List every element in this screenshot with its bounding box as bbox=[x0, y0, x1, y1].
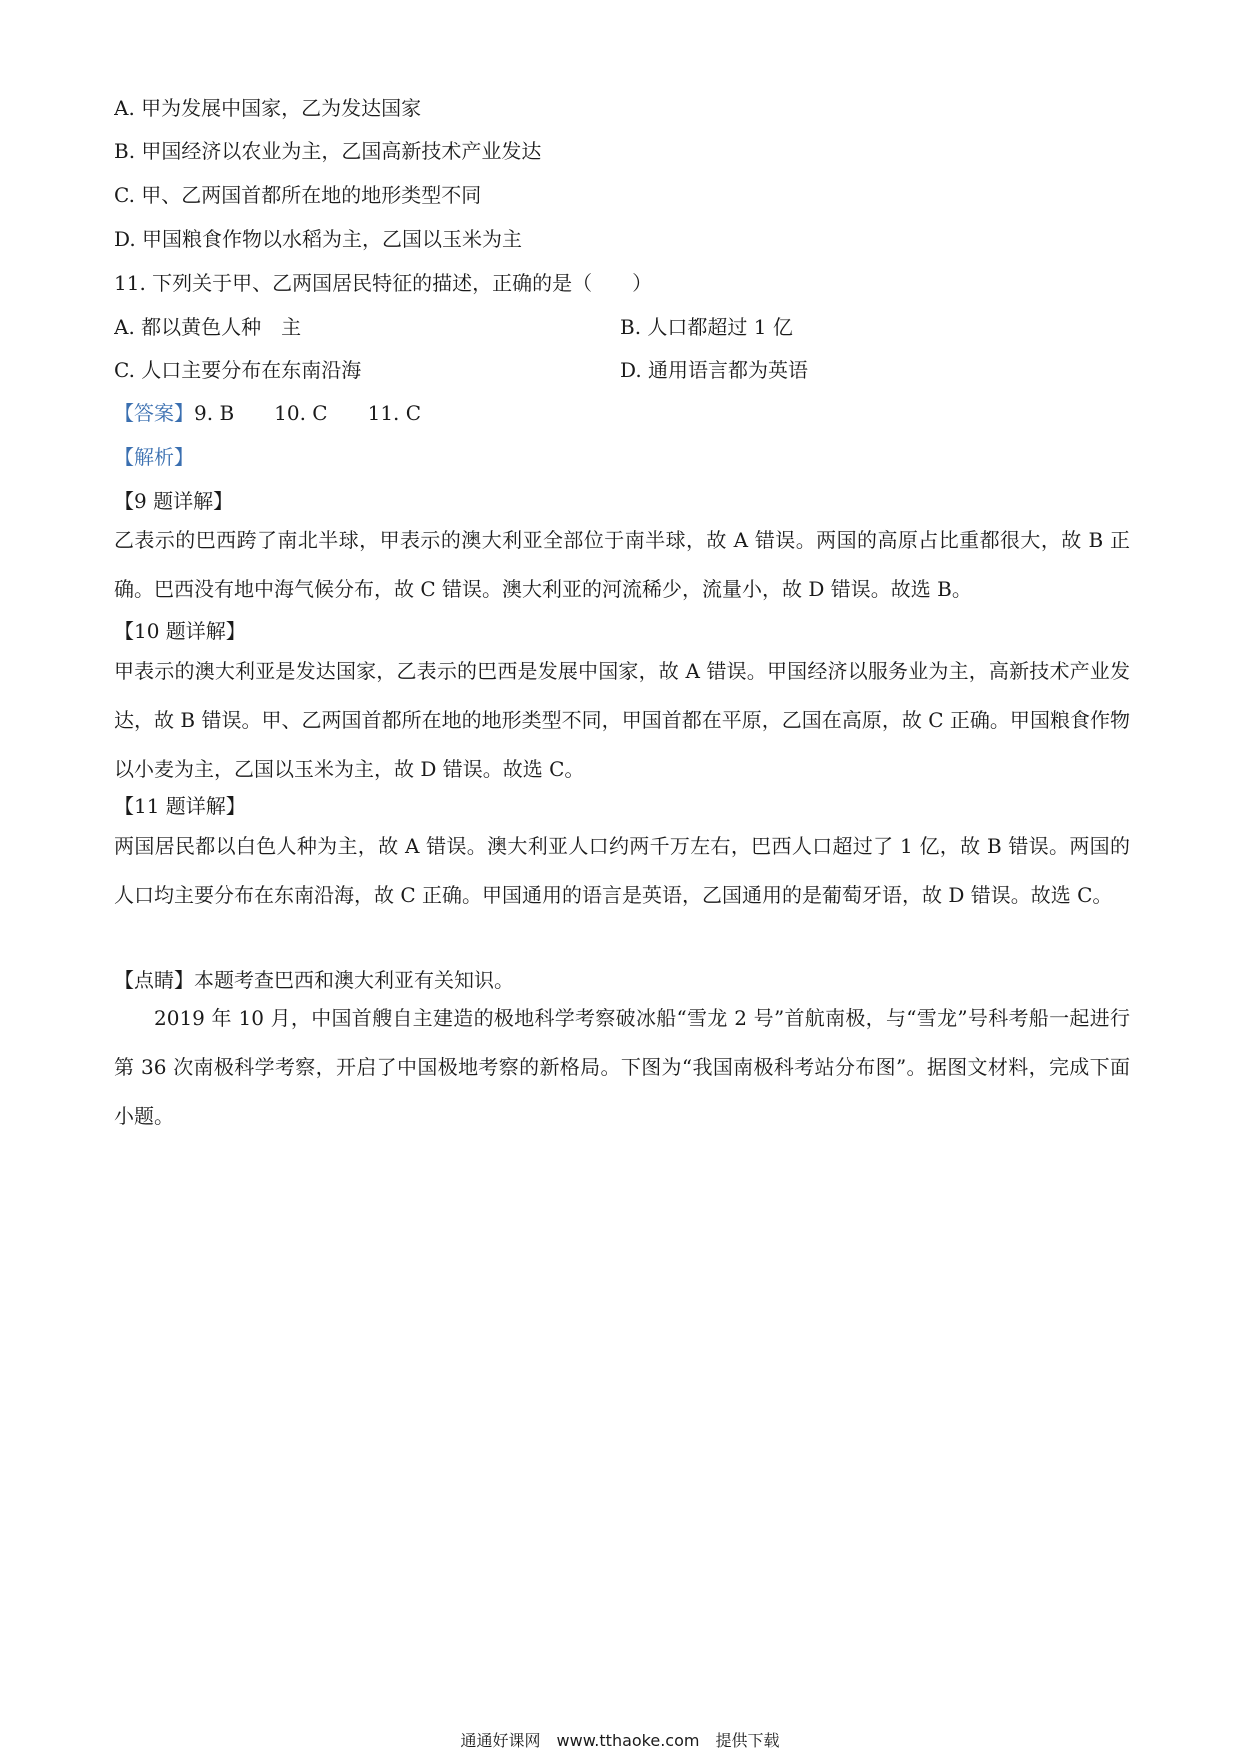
answer-line bbox=[114, 399, 1134, 427]
q10-option-c: C. 甲、乙两国首都所在地的地形类型不同 bbox=[114, 183, 482, 207]
q10-detail-text: 甲表示的澳大利亚是发达国家，乙表示的巴西是发展中国家，故 A 错误。甲国经济以服务业为主，高新技术产业发达，故 B 错误。甲、乙两国首都所在地的地形类型不同，甲国首都在平原，乙国在高原，故 C 正确。甲国粮食作物以小麦为主，乙国以玉米为主，故 D 错误。故选 C。 bbox=[114, 659, 1130, 781]
q11-option-a: A. 都以黄色人种 主 bbox=[114, 315, 302, 339]
q11-option-b: B. 人口都超过 1 亿 bbox=[620, 315, 793, 339]
q10-option-d: D. 甲国粮食作物以水稻为主，乙国以玉米为主 bbox=[114, 227, 523, 251]
q10-option-a: A. 甲为发展中国家，乙为发达国家 bbox=[114, 96, 422, 120]
q11-detail-label: 【11 题详解】 bbox=[114, 794, 246, 818]
comment-line: 【点睛】本题考查巴西和澳大利亚有关知识。 bbox=[114, 968, 514, 992]
q11-option-d: D. 通用语言都为英语 bbox=[620, 358, 809, 382]
answer-values: 9. B 10. C 11. C bbox=[194, 401, 422, 425]
q9-detail-text: 乙表示的巴西跨了南北半球，甲表示的澳大利亚全部位于南半球，故 A 错误。两国的高原占比重都很大，故 B 正确。巴西没有地中海气候分布，故 C 错误。澳大利亚的河流稀少，流量小，故 D 错误。故选 B。 bbox=[114, 528, 1130, 601]
q10-detail-label: 【10 题详解】 bbox=[114, 619, 246, 643]
q11-detail-text: 两国居民都以白色人种为主，故 A 错误。澳大利亚人口约两千万左右，巴西人口超过了 1 亿，故 B 错误。两国的人口均主要分布在东南沿海，故 C 正确。甲国通用的语言是英语，乙国通用的是葡萄牙语，故 D 错误。故选 C。 bbox=[114, 834, 1130, 907]
answer-label: 【答案】 bbox=[114, 401, 194, 425]
footer-credit: 通通好课网 www.tthaoke.com 提供下载 bbox=[460, 1731, 780, 1750]
q9-detail-label: 【9 题详解】 bbox=[114, 489, 234, 513]
intro-paragraph: 2019 年 10 月，中国首艘自主建造的极地科学考察破冰船“雪龙 2 号”首航南极，与“雪龙”号科考船一起进行第 36 次南极科学考察，开启了中国极地考察的新格局。下图为“我国南极科考站分布图”。据图文材料，完成下面小题。 bbox=[114, 1006, 1130, 1128]
q10-option-b: B. 甲国经济以农业为主，乙国高新技术产业发达 bbox=[114, 139, 542, 163]
q11-option-c: C. 人口主要分布在东南沿海 bbox=[114, 358, 362, 382]
analysis-label: 【解析】 bbox=[114, 445, 194, 469]
q11-stem: 11. 下列关于甲、乙两国居民特征的描述，正确的是（ ） bbox=[114, 271, 653, 295]
